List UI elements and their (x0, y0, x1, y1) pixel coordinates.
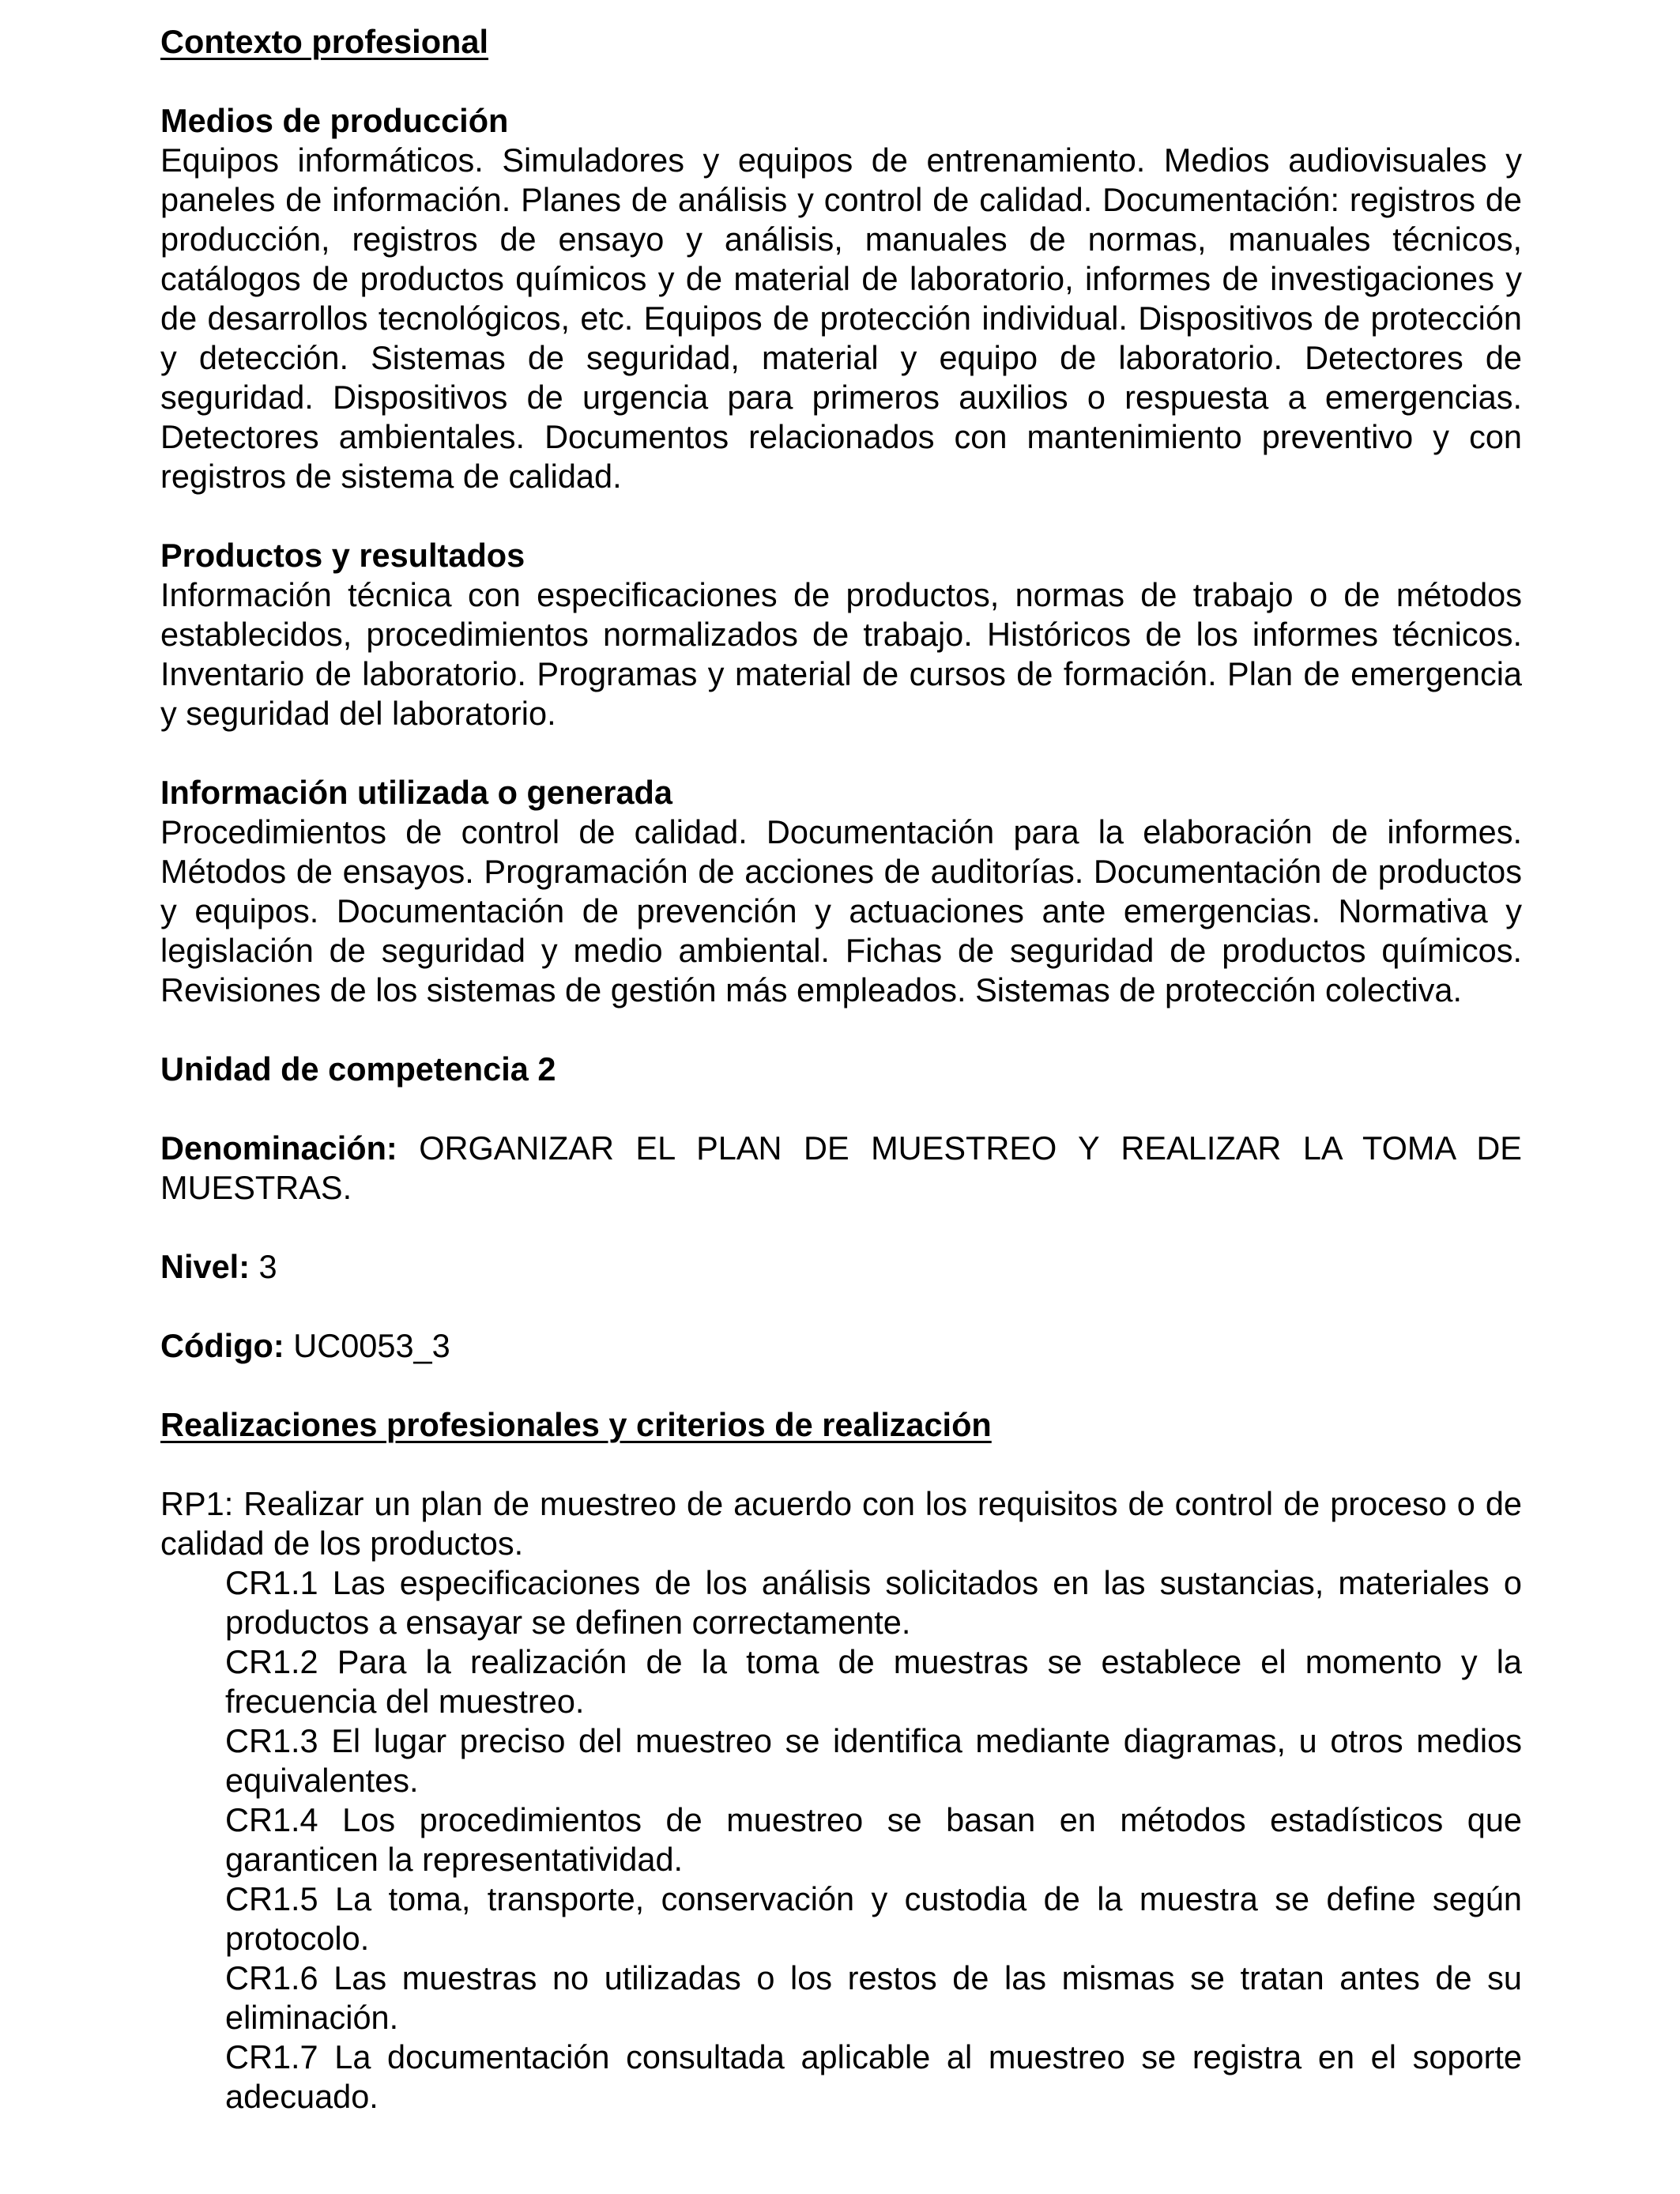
section-title-contexto: Contexto profesional (160, 23, 489, 60)
spacer (160, 496, 1522, 536)
heading-productos: Productos y resultados (160, 537, 525, 574)
spacer (160, 1089, 1522, 1129)
denominacion-label: Denominación: (160, 1129, 397, 1167)
heading-unidad-competencia: Unidad de competencia 2 (160, 1050, 556, 1088)
paragraph-medios: Equipos informáticos. Simuladores y equipos de entrenamiento. Medios audiovisuales y paneles de información. Planes de análisis y control de calidad. Documentación: registros de producción, registros de ensayo y análisis, manuales de normas, manuales técnicos, catálogos de productos químicos y de material de laboratorio, informes de investigaciones y de desarrollos tecnológicos, etc. Equipos de protección individual. Dispositivos de protección y detección. Sistemas de seguridad, material y equipo de laboratorio. Detectores de seguridad. Dispositivos de urgencia para primeros auxilios o respuesta a emergencias. Detectores ambientales. Documentos relacionados con mantenimiento preventivo y con registros de sistema de calidad. (160, 141, 1522, 495)
codigo-label: Código: (160, 1327, 284, 1364)
nivel-line (160, 1247, 1522, 1287)
document-page (160, 22, 1522, 2117)
codigo-value: UC0053_3 (284, 1327, 450, 1364)
paragraph-informacion: Procedimientos de control de calidad. Documentación para la elaboración de informes. Métodos de ensayos. Programación de acciones de auditorías. Documentación de productos y equipos. Documentación de prevención y actuaciones ante emergencias. Normativa y legislación de seguridad y medio ambiental. Fichas de seguridad de productos químicos. Revisiones de los sistemas de gestión más empleados. Sistemas de protección colectiva. (160, 813, 1522, 1008)
criterion-item: CR1.1 Las especificaciones de los análisis solicitados en las sustancias, materiales o productos a ensayar se definen correctamente. (225, 1564, 1522, 1641)
spacer (160, 1010, 1522, 1050)
criterion-item: CR1.4 Los procedimientos de muestreo se basan en métodos estadísticos que garanticen la representatividad. (225, 1801, 1522, 1878)
criterion-item: CR1.3 El lugar preciso del muestreo se identifica mediante diagramas, u otros medios equivalentes. (225, 1722, 1522, 1799)
heading-informacion: Información utilizada o generada (160, 774, 672, 811)
criterion-item: CR1.2 Para la realización de la toma de muestras se establece el momento y la frecuencia del muestreo. (225, 1643, 1522, 1720)
nivel-label: Nivel: (160, 1248, 250, 1285)
criterion-item: CR1.7 La documentación consultada aplicable al muestreo se registra en el soporte adecuado. (225, 2038, 1522, 2115)
criterion-item: CR1.6 Las muestras no utilizadas o los restos de las mismas se tratan antes de su eliminación. (225, 1959, 1522, 2036)
spacer (160, 733, 1522, 773)
paragraph-productos: Información técnica con especificaciones de productos, normas de trabajo o de métodos establecidos, procedimientos normalizados de trabajo. Históricos de los informes técnicos. Inventario de laboratorio. Programas y material de cursos de formación. Plan de emergencia y seguridad del laboratorio. (160, 576, 1522, 732)
heading-medios: Medios de producción (160, 102, 509, 139)
denominacion-value: ORGANIZAR EL PLAN DE MUESTREO Y REALIZAR LA TOMA DE MUESTRAS. (160, 1129, 1522, 1206)
spacer (160, 1366, 1522, 1405)
spacer (160, 1208, 1522, 1247)
denominacion-line (160, 1129, 1522, 1208)
section-title-realizaciones: Realizaciones profesionales y criterios de realización (160, 1406, 992, 1443)
nivel-value: 3 (250, 1248, 277, 1285)
spacer (160, 62, 1522, 101)
codigo-line (160, 1326, 1522, 1366)
spacer (160, 1287, 1522, 1326)
criterion-item: CR1.5 La toma, transporte, conservación y custodia de la muestra se define según protocolo. (225, 1880, 1522, 1957)
rp1-statement: RP1: Realizar un plan de muestreo de acuerdo con los requisitos de control de proceso o de calidad de los productos. (160, 1485, 1522, 1562)
spacer (160, 1445, 1522, 1484)
